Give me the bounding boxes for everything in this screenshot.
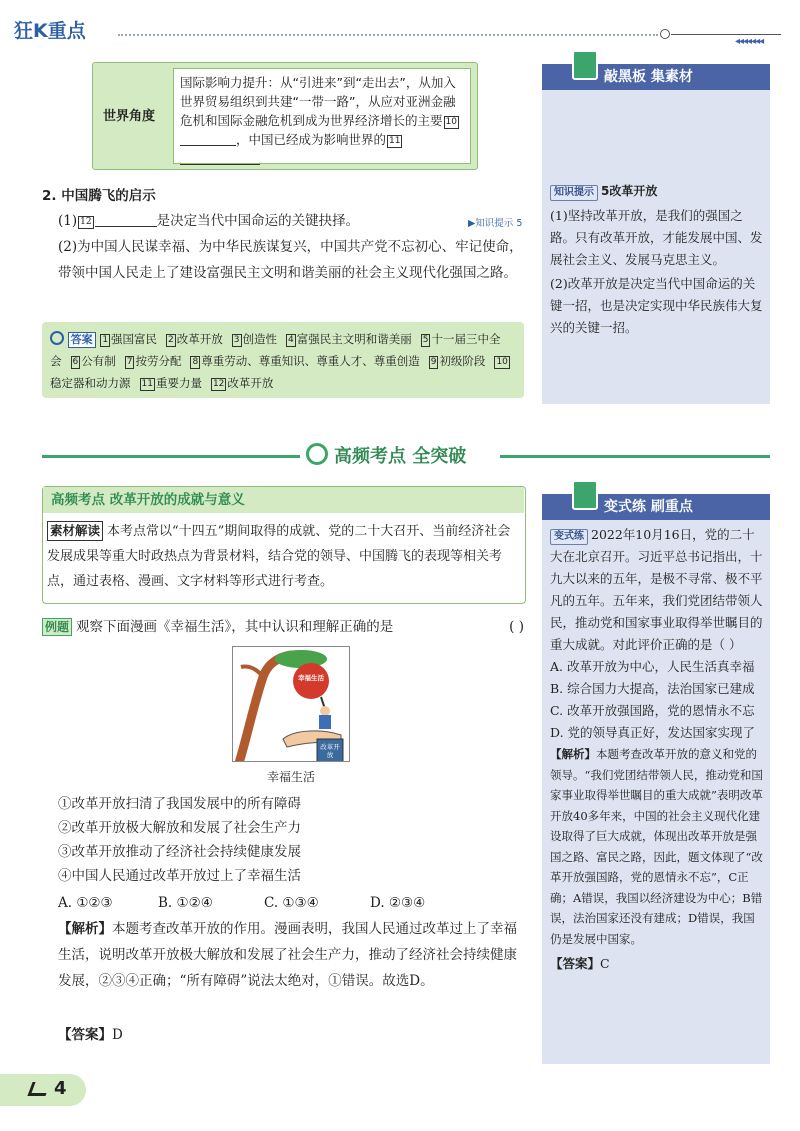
header-dotted-line <box>118 34 658 36</box>
section2-item2: (2)为中国人民谋幸福、为中华民族谋复兴，中国共产党不忘初心、牢记使命，带领中国人民走上了建设富强民主文明和谐美丽的社会主义现代化强国之路。 <box>58 239 523 281</box>
example-analysis <box>58 916 524 994</box>
example-answer-value: D <box>112 1027 123 1043</box>
choice-d[interactable]: D. ②③④ <box>370 895 426 911</box>
world-angle-content <box>173 68 471 164</box>
world-angle-label: 世界角度 <box>103 109 156 124</box>
blank-10-number: 10 <box>445 117 457 127</box>
section2-title: 2. 中国腾飞的启示 <box>42 188 156 204</box>
section2-item1 <box>58 208 518 234</box>
example-paren: ( ) <box>509 619 524 635</box>
answer-item <box>231 332 277 346</box>
answer-item-number: 12 <box>212 379 225 389</box>
page-number: 4 <box>54 1078 67 1099</box>
cartoon-fruit-label: 幸福生活 <box>298 674 324 682</box>
knowledge-hint-tag: 知识提示 <box>550 185 598 201</box>
divider-line-right <box>500 455 770 458</box>
answer-item-text: 改革开放 <box>176 332 223 346</box>
header-circle-icon <box>660 29 670 39</box>
answer-item <box>99 332 157 346</box>
answer-item-text: 尊重劳动、尊重知识、尊重人才、尊重创造 <box>201 354 420 368</box>
answer-item-text: 公有制 <box>81 354 116 368</box>
answer-item-number: 2 <box>168 335 174 345</box>
answer-item-text: 富强民主文明和谐美丽 <box>296 332 412 346</box>
answer-item <box>165 332 223 346</box>
example-answer <box>58 1024 123 1046</box>
answer-item <box>70 354 116 368</box>
world-angle-box <box>92 62 478 170</box>
example-label: 例题 <box>42 618 72 636</box>
item1-prefix: (1) <box>58 213 78 229</box>
kaodian-title: 高频考点 改革开放的成就与意义 <box>51 492 245 508</box>
answer-item <box>139 376 202 390</box>
answers-list <box>50 332 511 390</box>
header-arrows: ◂◂◂◂◂◂◂ <box>735 36 764 47</box>
kaodian-box <box>42 486 526 604</box>
answers-box <box>42 322 524 398</box>
practice-answer <box>550 953 764 975</box>
item1-text: 是决定当代中国命运的关键抉择。 <box>156 213 360 229</box>
cartoon-image <box>232 646 350 762</box>
answer-item-text: 强国富民 <box>111 332 158 346</box>
example-question-text: 观察下面漫画《幸福生活》，其中认识和理解正确的是 <box>76 619 394 635</box>
practice-question <box>550 524 764 656</box>
knowledge-hint-link[interactable]: ▶知识提示 5 <box>468 218 523 229</box>
blank-12-number: 12 <box>80 217 92 227</box>
answer-item-text: 重要力量 <box>155 376 202 390</box>
practice-option-b[interactable]: B. 综合国力大提高，法治国家已建成 <box>550 681 755 696</box>
sucai-label: 素材解读 <box>47 521 103 541</box>
sidebar-top-p2: (2)改革开放是决定当代中国命运的关键一招，也是决定实现中华民族伟大复兴的关键一招。 <box>550 276 763 335</box>
kaodian-header <box>43 487 524 513</box>
option-1: ①改革开放扫清了我国发展中的所有障碍 <box>58 796 301 812</box>
practice-option-d[interactable]: D. 党的领导真正好，发达国家实现了 <box>550 725 756 740</box>
sucai-body: 本考点常以“十四五”期间取得的成就、党的二十大召开、当前经济社会发展成果等重大时政热点为背景材料，结合党的领导、中国腾飞的表现等相关考点，通过表格、漫画、文字材料等形式进行考查。 <box>47 524 511 589</box>
practice-analysis <box>550 744 764 949</box>
answer-item-text: 稳定器和动力源 <box>50 376 131 390</box>
knowledge-hint-heading: 5改革开放 <box>601 184 658 198</box>
answer-item-text: 按劳分配 <box>135 354 182 368</box>
sucai-text <box>47 519 521 594</box>
choice-a[interactable]: A. ①②③ <box>58 895 113 911</box>
sidebar-top-heading <box>550 182 764 201</box>
sidebar-top <box>542 64 770 404</box>
practice-tag: 变式练 <box>550 529 588 545</box>
practice-answer-label: 【答案】 <box>550 956 601 971</box>
answer-item-number: 5 <box>422 335 429 345</box>
answer-item-number: 7 <box>126 357 133 367</box>
blank-11 <box>180 164 260 165</box>
world-text-1: 国际影响力提升：从“引进来”到“走出去”，从加入世界贸易组织到共建“一带一路”，从应对亚洲金融危机和国际金融危机到成为世界经济增长的主要 <box>180 75 456 128</box>
answer-item-number: 9 <box>430 357 437 367</box>
answers-key-icon <box>50 331 64 345</box>
sidebar-bottom <box>542 494 770 1064</box>
practice-question-text: 2022年10月16日，党的二十大在北京召开。习近平总书记指出，十九大以来的五年，是极不寻常、极不平凡的五年。五年来，我们党团结带领人民，推动党和国家事业取得举世瞩目的重大成就。对此评价正确的是（ ） <box>550 527 763 652</box>
answer-item-number: 6 <box>72 357 79 367</box>
option-4: ④中国人民通过改革开放过上了幸福生活 <box>58 868 301 884</box>
answer-item-number: 4 <box>288 335 294 345</box>
answers-label: 答案 <box>68 332 96 348</box>
sidebar-top-title: 敲黑板 集素材 <box>604 69 693 85</box>
practice-icon <box>572 480 598 510</box>
answer-item-text: 十一届三中全会 <box>50 332 501 368</box>
answer-item-text: 改革开放 <box>227 376 274 390</box>
answer-item <box>124 354 182 368</box>
cartoon-caption: 幸福生活 <box>266 770 315 784</box>
analysis-label: 【解析】 <box>58 921 112 937</box>
answer-item-text: 初级阶段 <box>439 354 486 368</box>
answer-item-number: 11 <box>141 379 153 389</box>
example-choices <box>58 892 478 914</box>
blank-11-number: 11 <box>389 136 401 146</box>
example-question <box>42 616 526 638</box>
choice-c[interactable]: C. ①③④ <box>264 895 319 911</box>
answer-item-number: 3 <box>233 335 240 345</box>
practice-analysis-label: 【解析】 <box>550 747 596 761</box>
divider-swirl-icon <box>306 443 328 465</box>
blackboard-icon <box>572 50 598 80</box>
answer-item-number: 8 <box>192 357 199 367</box>
sidebar-top-p1: (1)坚持改革开放，是我们的强国之路。只有改革开放，才能发展中国、发展社会主义、发展马克思主义。 <box>550 208 763 267</box>
practice-analysis-text: 本题考查改革开放的意义和党的领导。“我们党团结带领人民，推动党和国家事业取得举世瞩目的重大成就”表明改革开放40多年来，中国的社会主义现代化建设取得了巨大成就，体现出改革开放是强国之路、富民之路，因此，题文体现了“改革开放强国路，党的恩情永不忘”，C正确；A错误，我国以经济建设为中心；B错误，法治国家还没有建成；D错误，我国仍是发展中国家。 <box>550 747 763 946</box>
sidebar-bottom-title: 变式练 刷重点 <box>604 499 693 515</box>
logo-text: 狂K重点 <box>14 20 86 42</box>
answer-item <box>210 376 273 390</box>
blank-10 <box>180 145 236 146</box>
answer-item-text: 创造性 <box>242 332 278 346</box>
blank-12 <box>95 226 157 227</box>
practice-option-a[interactable]: A. 改革开放为中心，人民生活真幸福 <box>550 659 755 674</box>
header-line <box>671 34 781 35</box>
choice-b[interactable]: B. ①②④ <box>158 895 213 911</box>
option-2: ②改革开放极大解放和发展了社会生产力 <box>58 820 301 836</box>
cartoon-sleeve-label: 改革开放 <box>320 743 340 759</box>
option-3: ③改革开放推动了经济社会持续健康发展 <box>58 844 301 860</box>
practice-answer-value: C <box>600 956 610 971</box>
example-answer-label: 【答案】 <box>58 1027 112 1043</box>
answer-item-number: 10 <box>496 357 508 367</box>
divider-line-left <box>42 455 300 458</box>
answer-item-number: 1 <box>102 335 109 345</box>
answer-item <box>189 354 419 368</box>
header-logo <box>14 16 86 43</box>
answer-item <box>285 332 412 346</box>
world-text-2: ，中国已经成为影响世界的 <box>236 132 387 147</box>
example-options <box>58 792 301 888</box>
answer-item <box>428 354 486 368</box>
practice-option-c[interactable]: C. 改革开放强国路，党的恩情永不忘 <box>550 703 755 718</box>
analysis-text: 本题考查改革开放的作用。漫画表明，我国人民通过改革过上了幸福生活，说明改革开放极大解放和发展了社会生产力，推动了经济社会持续健康发展，②③④正确；“所有障碍”说法太绝对，①错误。故选D。 <box>58 921 517 989</box>
divider-title: 高频考点 全突破 <box>334 446 467 467</box>
